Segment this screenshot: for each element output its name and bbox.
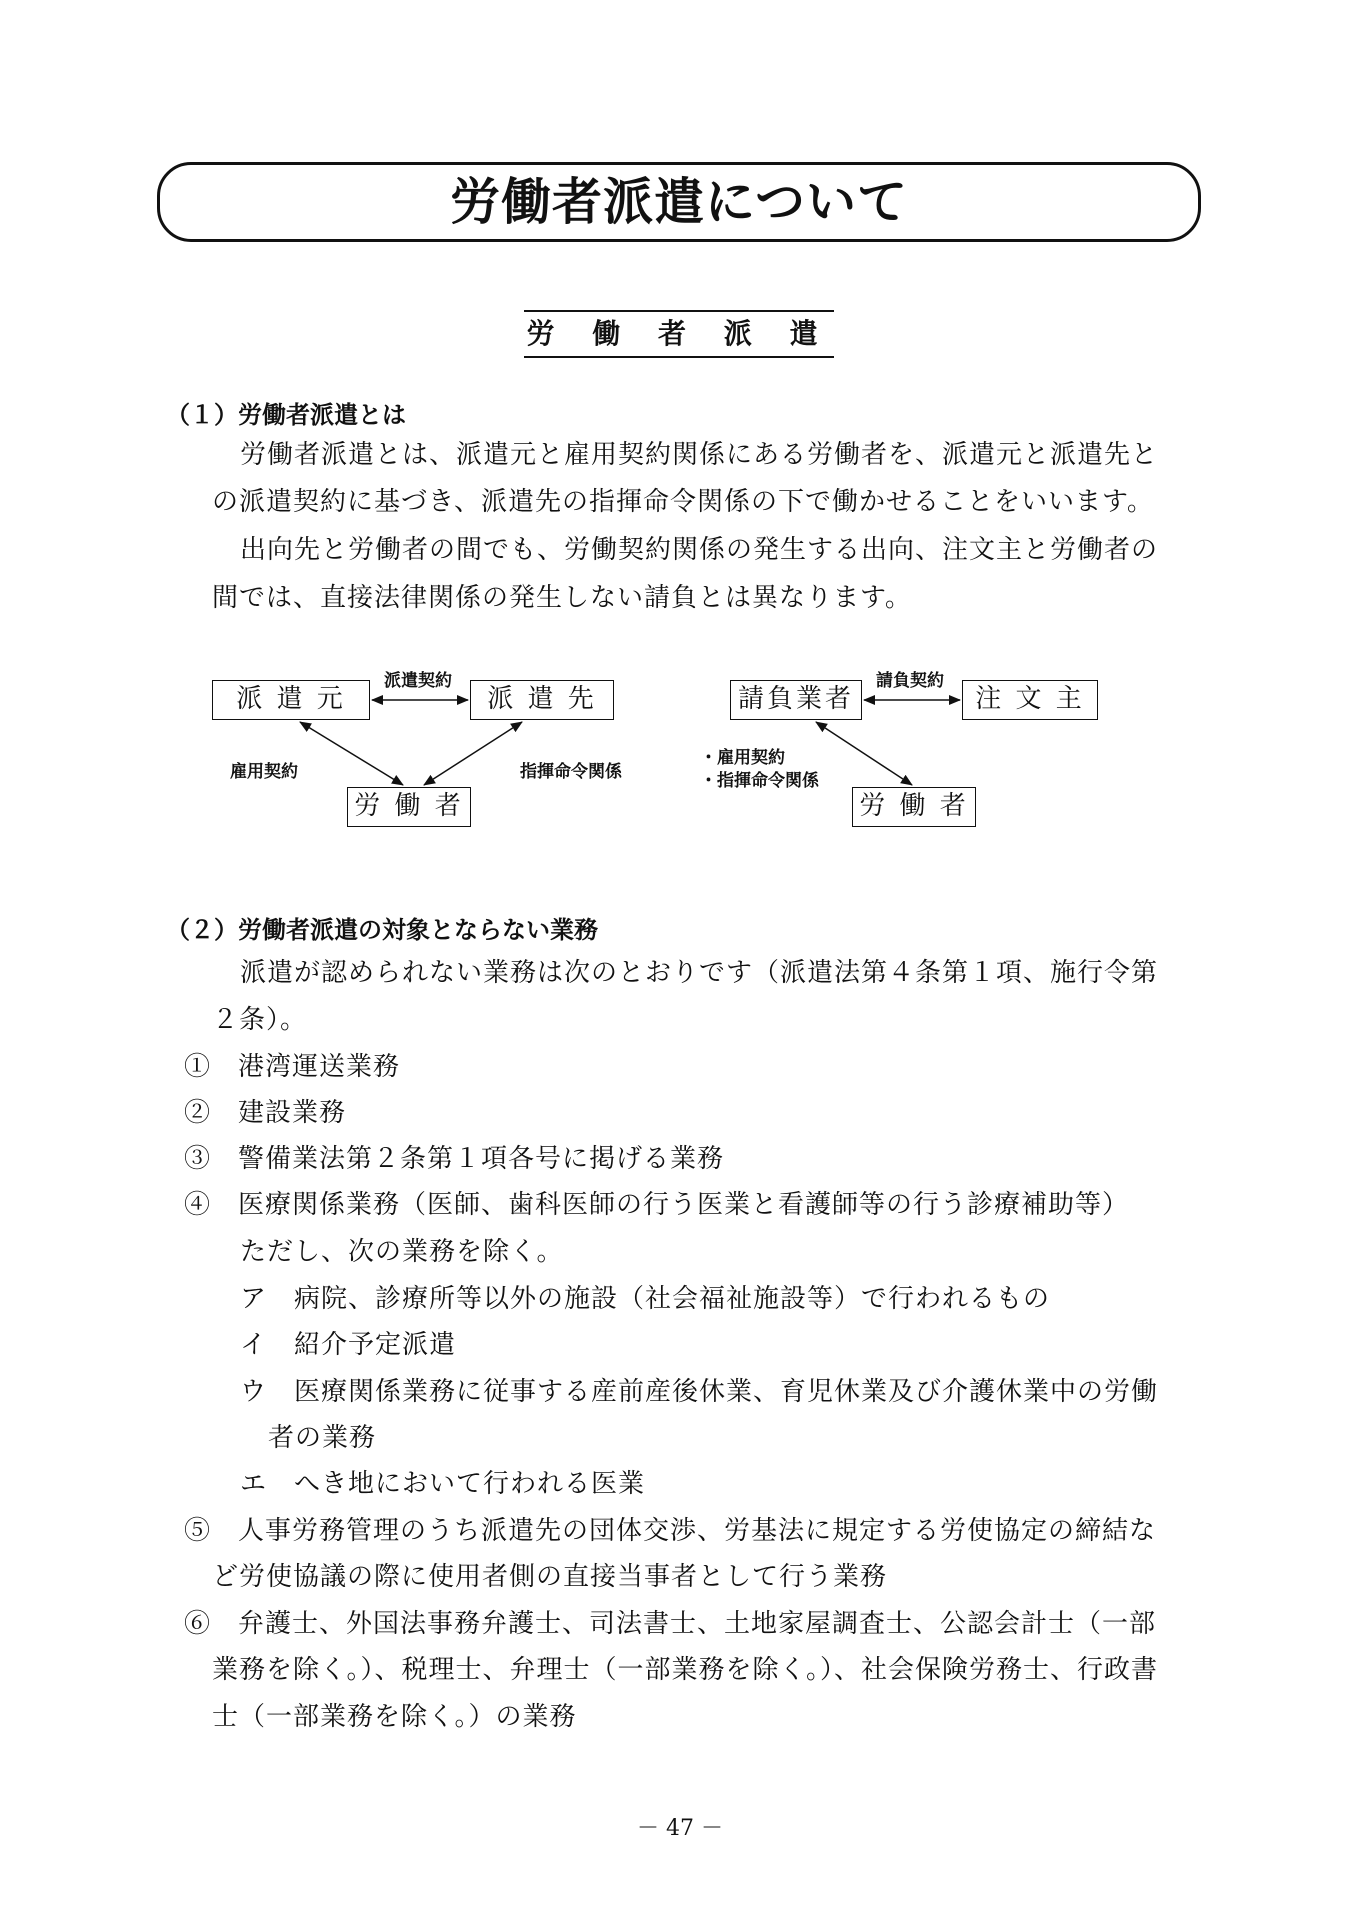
section-1-heading: （１）労働者派遣とは: [166, 401, 406, 429]
section-title: 労 働 者 派 遣: [524, 310, 834, 358]
list-item-continued: 業務を除く。）、税理士、弁理士（一部業務を除く。）、社会保険労務士、行政書: [212, 1655, 1158, 1685]
subcontract-label: 請負契約: [876, 671, 944, 691]
list-item-note: ただし、次の業務を除く。: [240, 1237, 564, 1267]
contractor-box: 請負業者: [730, 680, 862, 720]
relation-label-command: ・指揮命令関係: [700, 771, 819, 791]
section-2-heading: （２）労働者派遣の対象とならない業務: [166, 916, 598, 944]
list-item: ⑥ 弁護士、外国法事務弁護士、司法書士、土地家屋調査士、公認会計士（一部: [184, 1609, 1157, 1639]
section-1-line: 出向先と労働者の間でも、労働契約関係の発生する出向、注文主と労働者の: [240, 535, 1159, 565]
command-arrow: [424, 722, 522, 785]
contractor-worker-arrow: [816, 722, 912, 785]
employment-arrow: [300, 722, 403, 785]
relationship-diagram-arrows: [0, 0, 1358, 900]
section-1-line: の派遣契約に基づき、派遣先の指揮命令関係の下で働かせることをいいます。: [212, 487, 1154, 517]
page-number: － 47 －: [637, 1816, 723, 1841]
list-item-continued: 士（一部業務を除く。）の業務: [212, 1702, 577, 1732]
section-1-line: 間では、直接法律関係の発生しない請負とは異なります。: [212, 583, 912, 613]
list-item: ① 港湾運送業務: [184, 1052, 401, 1082]
sub-list-item: イ 紹介予定派遣: [240, 1330, 457, 1360]
employment-contract-label: 雇用契約: [230, 762, 298, 782]
worker-box-right: 労 働 者: [852, 787, 976, 827]
main-title: 労働者派遣について: [450, 173, 908, 231]
section-1-line: 労働者派遣とは、派遣元と雇用契約関係にある労働者を、派遣元と派遣先と: [240, 440, 1159, 470]
dispatch-source-box: 派 遣 元: [212, 680, 370, 720]
list-item: ② 建設業務: [184, 1098, 347, 1128]
command-relation-label: 指揮命令関係: [520, 762, 622, 782]
section-2-intro-line: ２条）。: [212, 1005, 308, 1035]
dispatch-contract-label: 派遣契約: [384, 671, 452, 691]
sub-list-item-continued: 者の業務: [268, 1423, 377, 1453]
worker-box: 労 働 者: [347, 787, 471, 827]
sub-list-item: エ へき地において行われる医業: [240, 1469, 646, 1499]
sub-list-item: ウ 医療関係業務に従事する産前産後休業、育児休業及び介護休業中の労働: [240, 1377, 1159, 1407]
list-item: ③ 警備業法第２条第１項各号に掲げる業務: [184, 1144, 725, 1174]
dispatch-destination-box: 派 遣 先: [470, 680, 614, 720]
list-item: ④ 医療関係業務（医師、歯科医師の行う医業と看護師等の行う診療補助等）: [184, 1190, 1130, 1220]
list-item-continued: ど労使協議の際に使用者側の直接当事者として行う業務: [212, 1562, 888, 1592]
section-2-intro-line: 派遣が認められない業務は次のとおりです（派遣法第４条第１項、施行令第: [240, 958, 1159, 988]
list-item: ⑤ 人事労務管理のうち派遣先の団体交渉、労基法に規定する労使協定の締結な: [184, 1516, 1157, 1546]
orderer-box: 注 文 主: [962, 680, 1098, 720]
relation-label-employment: ・雇用契約: [700, 748, 785, 768]
sub-list-item: ア 病院、診療所等以外の施設（社会福祉施設等）で行われるもの: [240, 1284, 1051, 1314]
